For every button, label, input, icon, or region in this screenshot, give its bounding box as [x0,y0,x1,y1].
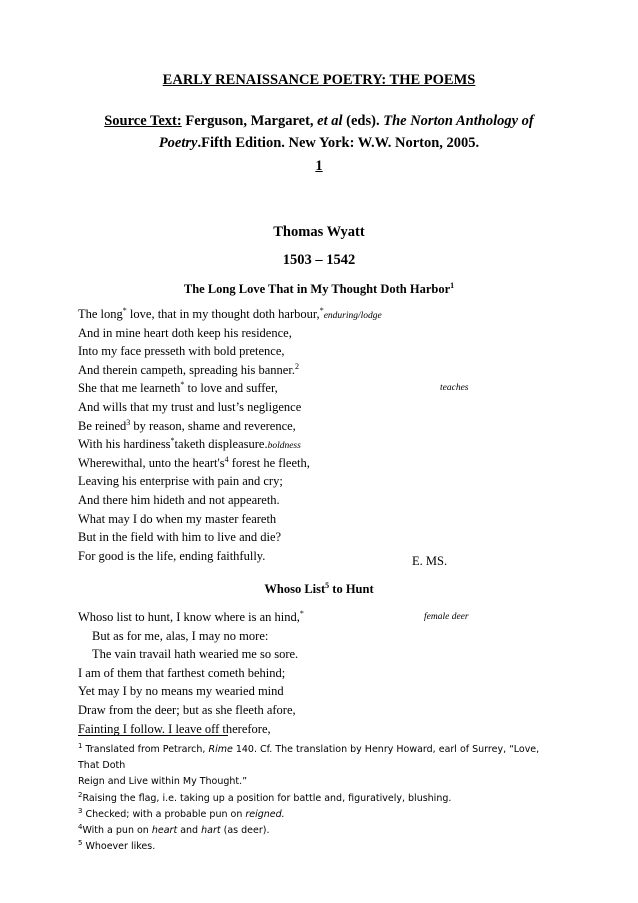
poem-line [78,528,382,547]
source-authors: Ferguson, Margaret, [181,113,318,129]
gloss-marker: * [319,305,324,315]
footnote-4 [78,823,563,839]
footnote-ref: 2 [294,361,299,371]
source-label: Source Text: [104,113,182,129]
footnote-ref: 1 [450,280,455,290]
line-text: Draw from the deer; but as she fleeth afore, [78,702,296,717]
poem2-title [0,582,638,597]
gloss-marker: * [299,608,304,618]
poem-line [78,682,304,701]
footnote-text: Whoever likes. [82,841,156,853]
line-text: Yet may I by no means my wearied mind [78,684,284,699]
poem-line [78,379,469,398]
line-text: But as for me, alas, I may no more: [92,628,269,643]
footnote-text: hart [201,825,221,837]
footnote-divider [78,735,228,736]
poem-line [78,701,304,720]
line-text: Into my face presseth with bold pretence, [78,344,285,359]
footnote-2 [78,791,563,807]
footnote-number: 1 [78,741,83,750]
author-name: Thomas Wyatt [273,224,365,240]
footnote-text: (as deer). [220,825,270,837]
line-text: by reason, shame and reverence, [130,418,296,433]
footnote-text: Translated from Petrarch, [82,744,209,755]
page-title: EARLY RENAISSANCE POETRY: THE POEMS [162,72,476,88]
footnote-1 [78,742,563,774]
poem2-lines [78,608,469,738]
footnote-text: and [177,825,202,837]
poem1-title [0,282,638,297]
poem-line [78,627,304,646]
source-citation [80,110,558,154]
poem-line [78,417,382,436]
poem2-title-text: to Hunt [329,582,374,596]
gloss-marker: * [170,436,175,445]
gloss: enduring/lodge [323,311,382,321]
poem-line [78,342,382,361]
line-text: Wherewithal, unto the heart's [78,455,225,470]
gloss: boldness [267,441,301,452]
footnote-text: Rime [208,744,233,755]
gloss-marker: * [180,380,185,390]
line-text: But in the field with him to live and die? [78,530,282,545]
poem-line [78,435,382,454]
line-text: And there him hideth and not appeareth. [78,492,280,507]
footnote-number: 3 [78,806,83,815]
footnote-number: 4 [78,822,83,831]
line-text: I am of them that farthest cometh behind; [78,665,286,680]
footnote-text: heart [151,825,178,837]
poem-line [78,472,382,491]
footnote-number: 5 [78,839,83,848]
footnote-5 [78,839,563,855]
line-text: The long [78,307,123,321]
section-number: 1 [315,158,323,174]
line-text: Whoso list to hunt, I know where is an hind, [78,610,300,624]
poem-line [78,608,469,627]
line-text: Fainting I follow. I leave off therefore, [78,721,271,736]
footnote-text: reigned. [245,808,285,820]
poem2-title-text: Whoso List [264,582,326,596]
poem-line [78,491,382,510]
poem-line [78,645,304,664]
footnote-text: With a pun on [82,825,152,837]
poem-line [78,547,382,566]
footnote-number: 2 [78,790,83,799]
line-text: love, that in my thought doth harbour, [126,307,320,321]
poem-line [78,305,382,324]
line-text: The vain travail hath wearied me so sore. [92,647,299,662]
footnote-1-cont [78,774,563,790]
poem-line [78,398,382,417]
poem-line [78,510,382,529]
source-book: The Norton Anthology of Poetry [158,113,534,151]
poem-line [78,664,304,683]
gloss: teaches [440,383,469,394]
footnote-3 [78,807,563,823]
poem-line [78,361,382,380]
footnote-text: 140. Cf. The translation by Henry Howard, earl of Surrey, “Love, That Doth [78,744,540,772]
line-text: forest he fleeth, [228,455,310,470]
footnote-ref: 5 [325,580,330,590]
line-text: And in mine heart doth keep his residence, [78,325,292,340]
source-etal: et al [317,113,343,129]
line-text: Be reined [78,418,127,433]
line-text: What may I do when my master feareth [78,511,277,526]
line-text: With his hardiness [78,437,171,452]
gloss-marker: * [122,305,127,315]
line-text: For good is the life, ending faithfully. [78,548,266,563]
footnote-text: Reign and Live within My Thought.” [78,776,248,788]
source-eds: (eds). [342,113,384,129]
line-text: And wills that my trust and lust’s negligence [78,399,302,414]
line-text: Leaving his enterprise with pain and cry; [78,474,283,489]
author-dates: 1503 – 1542 [282,252,356,268]
poem-line [78,324,382,343]
footnote-text: Checked; with a probable pun on [82,808,246,820]
gloss: female deer [424,612,469,622]
source-rest: .Fifth Edition. New York: W.W. Norton, 2005. [197,135,480,151]
footnote-text: Raising the flag, i.e. taking up a position for battle and, figuratively, blushing. [82,792,452,804]
line-text: taketh displeasure. [174,437,268,452]
line-text: She that me learneth [78,381,181,396]
footnote-ref: 3 [126,417,131,427]
footnotes [78,742,563,855]
line-text: And therein campeth, spreading his banner. [78,362,295,377]
poem-line [78,454,382,473]
poem1-title-text: The Long Love That in My Thought Doth Harbor [183,282,451,296]
line-text: to love and suffer, [184,381,278,396]
poem1-signature: E. MS. [412,554,448,568]
footnote-ref: 4 [224,454,229,464]
